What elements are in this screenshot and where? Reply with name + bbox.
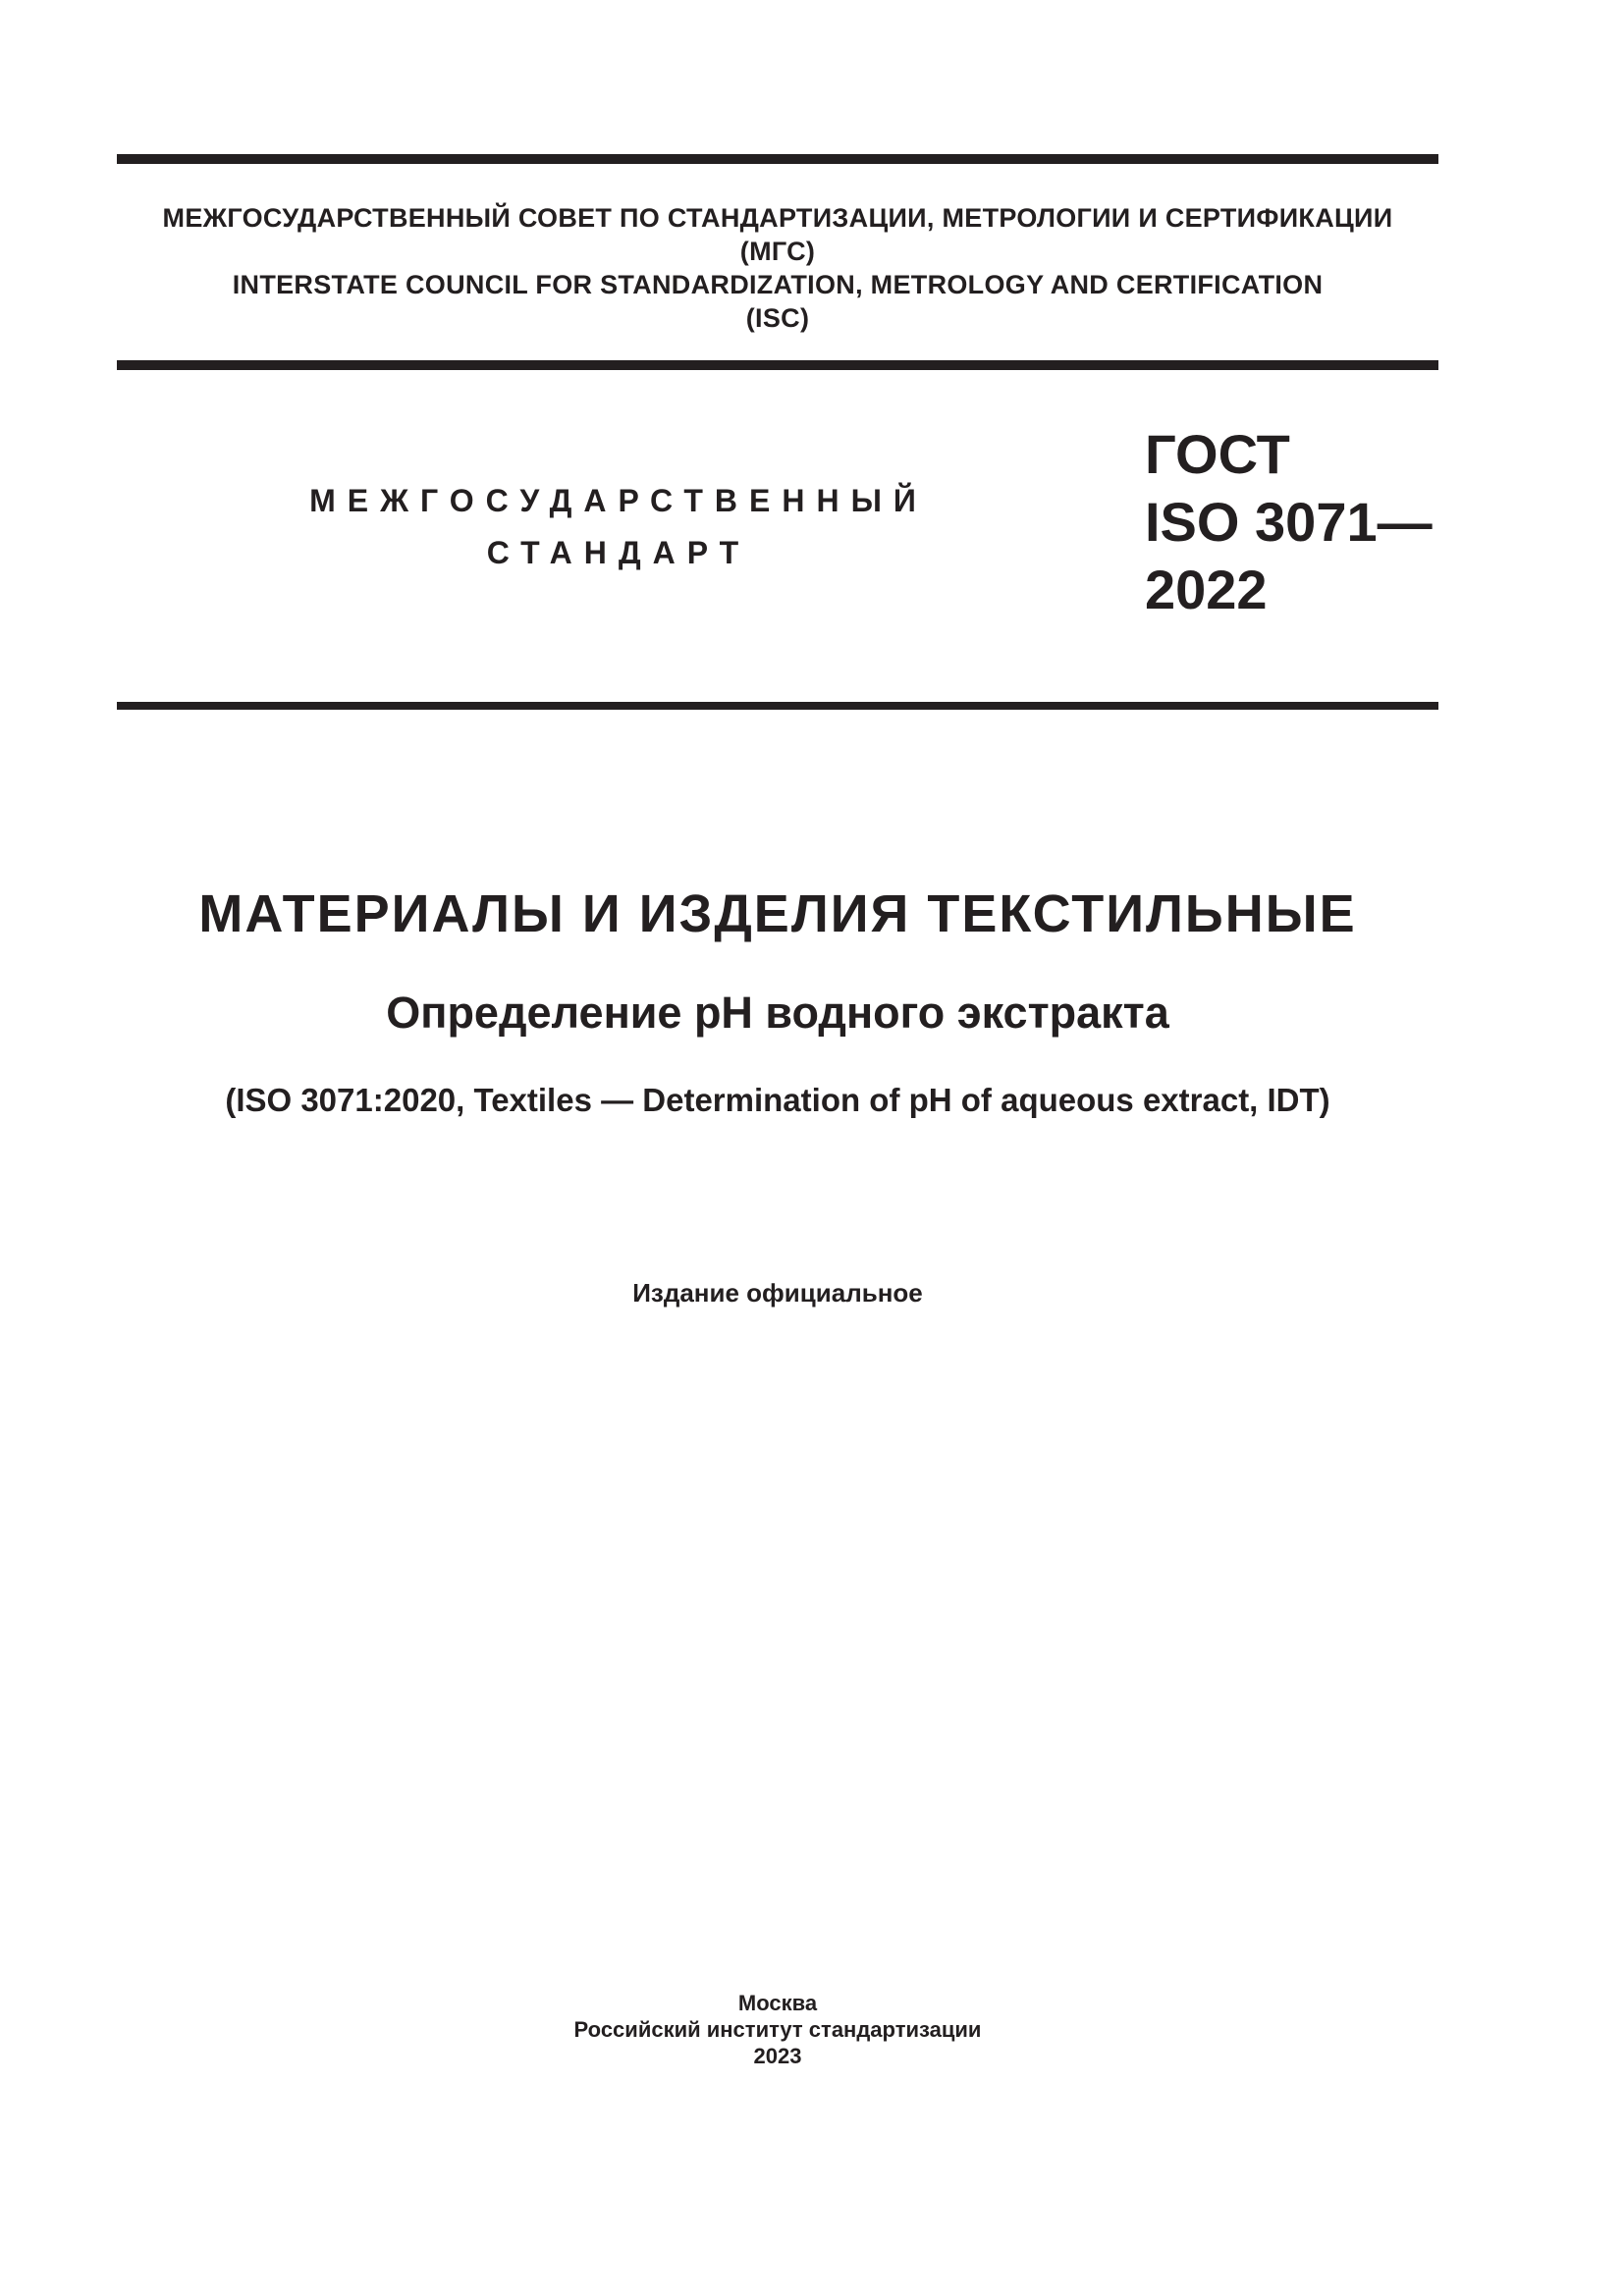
designation-line1: ГОСТ [1145, 423, 1290, 485]
middle-rule [117, 360, 1438, 370]
imprint-publisher: Российский институт стандартизации [573, 2017, 982, 2042]
document-title: МАТЕРИАЛЫ И ИЗДЕЛИЯ ТЕКСТИЛЬНЫЕ [198, 884, 1357, 943]
council-header [117, 201, 1438, 335]
document-subtitle: Определение рН водного экстракта [386, 988, 1169, 1038]
edition-note: Издание официальное [632, 1278, 923, 1308]
council-abbr-en: (ISC) [745, 303, 810, 333]
designation-line3: 2022 [1145, 559, 1268, 620]
imprint-year: 2023 [753, 2044, 802, 2068]
standard-kind-line1: МЕЖГОСУДАРСТВЕННЫЙ [309, 483, 928, 518]
imprint [117, 1990, 1438, 2069]
iso-reference: (ISO 3071:2020, Textiles — Determination of pH of aqueous extract, IDT) [225, 1082, 1330, 1118]
council-name-en: INTERSTATE COUNCIL FOR STANDARDIZATION, METROLOGY AND CERTIFICATION [232, 270, 1324, 299]
council-abbr-ru: (МГС) [739, 237, 816, 266]
standard-designation [1145, 420, 1433, 623]
standard-kind-line2: СТАНДАРТ [486, 535, 751, 570]
council-name-ru: МЕЖГОСУДАРСТВЕННЫЙ СОВЕТ ПО СТАНДАРТИЗАЦИИ, МЕТРОЛОГИИ И СЕРТИФИКАЦИИ [162, 203, 1393, 233]
bottom-rule [117, 702, 1438, 710]
top-rule [117, 154, 1438, 164]
designation-line2: ISO 3071— [1145, 491, 1433, 553]
imprint-city: Москва [737, 1991, 818, 2015]
standard-kind [295, 475, 943, 579]
